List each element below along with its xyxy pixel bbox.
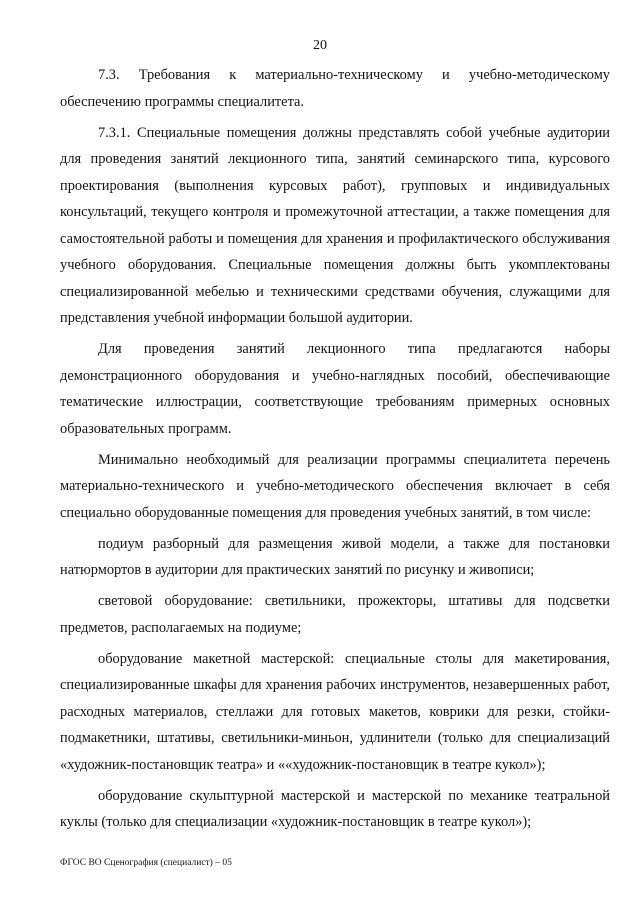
paragraph-lecture-equipment: Для проведения занятий лекционного типа предлагаются наборы демонстрационного оборудования и учебно-наглядных пособий, обеспечивающие тематические иллюстрации, соответствующие требованиям примерных основных образовательных программ.	[60, 341, 610, 437]
page-number: 20	[313, 38, 327, 53]
page-footer: ФГОС ВО Сценография (специалист) – 05	[60, 858, 232, 868]
section-heading-7-3: 7.3. Требования к материально-техническому и учебно-методическому обеспечению программы специалитета.	[60, 67, 610, 110]
list-item-model-workshop: оборудование макетной мастерской: специальные столы для макетирования, специализированные шкафы для хранения рабочих инструментов, незавершенных работ, расходных материалов, стеллажи для готовых макетов, коврики для резки, стойки-подмакетники, штативы, светильники-миньон, удлинители (только для специализаций «художник-постановщик театра» и ««художник-постановщик в театре кукол»);	[60, 650, 610, 773]
paragraph-7-3-1: 7.3.1. Специальные помещения должны представлять собой учебные аудитории для проведения занятий лекционного типа, занятий семинарского типа, курсового проектирования (выполнения курсовых работ), групповых и индивидуальных консультаций, текущего контроля и промежуточной аттестации, а также помещения для самостоятельной работы и помещения для хранения и профилактического обслуживания учебного оборудования. Специальные помещения должны быть укомплектованы специализированной мебелью и техническими средствами обучения, служащими для представления учебной информации большой аудитории.	[60, 124, 610, 326]
paragraph-minimum-list: Минимально необходимый для реализации программы специалитета перечень материально-технического и учебно-методического обеспечения включает в себя специально оборудованные помещения для проведения учебных занятий, в том числе:	[60, 451, 610, 521]
document-body	[60, 62, 610, 840]
list-item-podium: подиум разборный для размещения живой модели, а также для постановки натюрмортов в аудитории для практических занятий по рисунку и живописи;	[60, 535, 610, 578]
list-item-sculpture-workshop: оборудование скульптурной мастерской и мастерской по механике театральной куклы (только для специализации «художник-постановщик в театре кукол»);	[60, 787, 610, 830]
list-item-lighting: световой оборудование: светильники, прожекторы, штативы для подсветки предметов, располагаемых на подиуме;	[60, 593, 610, 636]
